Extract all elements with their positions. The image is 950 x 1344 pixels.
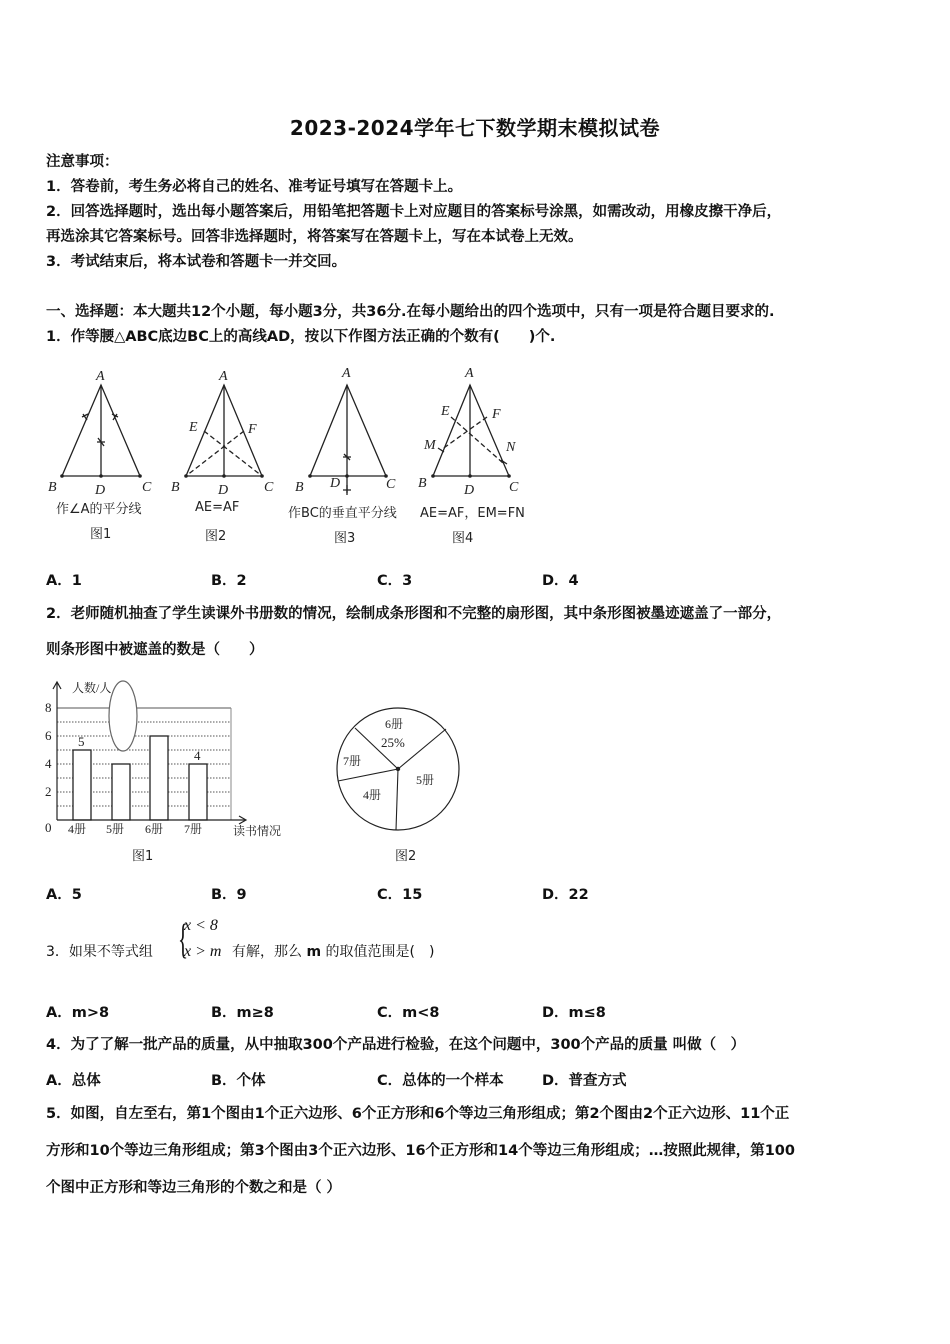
svg-text:4册: 4册 xyxy=(363,788,382,802)
q3-options xyxy=(46,1001,906,1021)
svg-text:E: E xyxy=(441,404,450,419)
option-c[interactable]: C．总体的一个样本 xyxy=(377,1073,504,1089)
q4-options xyxy=(46,1069,906,1089)
svg-text:5册: 5册 xyxy=(416,773,435,787)
option-a[interactable]: A．1 xyxy=(46,573,82,589)
pie-chart xyxy=(330,705,470,835)
note-item: 再选涂其它答案标号。回答非选择题时，将答案写在答题卡上，写在本试卷上无效。 xyxy=(46,229,583,245)
page-title: 2023-2024学年七下数学期末模拟试卷 xyxy=(289,116,661,140)
q5-stem-2: 方形和10个等边三角形组成；第3个图由3个正六边形、16个正方形和14个等边三角形组成；…按照此规律，第100 xyxy=(46,1143,795,1159)
q1-options xyxy=(46,569,906,589)
svg-text:B: B xyxy=(418,476,427,491)
q2-stem-1: 2．老师随机抽查了学生读课外书册数的情况，绘制成条形图和不完整的扇形图，其中条形图被墨迹遮盖了一部分， xyxy=(46,606,782,622)
svg-text:B: B xyxy=(295,480,304,495)
option-d[interactable]: D．22 xyxy=(542,887,589,903)
svg-text:A: A xyxy=(465,366,474,381)
pie-caption: 图2 xyxy=(395,849,417,864)
q5-stem-1: 5．如图，自左至右，第1个图由1个正六边形、6个正方形和6个等边三角形组成；第2个图由2个正六边形、11个正 xyxy=(46,1106,790,1122)
option-d[interactable]: D．m≤8 xyxy=(542,1005,606,1021)
q1-stem: 1．作等腰△ABC底边BC上的高线AD，按以下作图方法正确的个数有( )个. xyxy=(46,329,556,345)
option-b[interactable]: B．m≥8 xyxy=(211,1005,274,1021)
svg-text:N: N xyxy=(506,440,516,455)
svg-text:F: F xyxy=(248,422,257,437)
option-c[interactable]: C．15 xyxy=(377,887,423,903)
inequality-1: x < 8 xyxy=(184,917,218,934)
svg-text:B: B xyxy=(171,480,180,495)
svg-text:C: C xyxy=(509,480,519,495)
svg-text:8: 8 xyxy=(45,700,52,715)
svg-text:6册: 6册 xyxy=(145,822,164,836)
svg-text:5册: 5册 xyxy=(106,822,125,836)
note-item: 3．考试结束后，将本试卷和答题卡一并交回。 xyxy=(46,254,347,270)
svg-text:D: D xyxy=(218,483,229,498)
notes-heading: 注意事项： xyxy=(46,154,119,170)
svg-text:C: C xyxy=(264,480,274,495)
svg-text:25%: 25% xyxy=(381,735,405,750)
q2-options xyxy=(46,883,906,903)
svg-text:C: C xyxy=(386,477,396,492)
q2-stem-2: 则条形图中被遮盖的数是（ ） xyxy=(46,642,264,658)
svg-text:B: B xyxy=(48,480,57,495)
option-b[interactable]: B．2 xyxy=(211,573,247,589)
fig4-label: 图4 xyxy=(452,531,474,546)
svg-text:4: 4 xyxy=(194,748,201,763)
note-item: 1．答卷前，考生务必将自己的姓名、准考证号填写在答题卡上。 xyxy=(46,179,463,195)
option-d[interactable]: D．普查方式 xyxy=(542,1073,627,1089)
svg-text:人数/人: 人数/人 xyxy=(72,681,112,695)
svg-text:D: D xyxy=(464,483,475,498)
svg-text:A: A xyxy=(219,369,228,384)
svg-text:D: D xyxy=(95,483,106,498)
svg-text:D: D xyxy=(330,476,341,491)
svg-text:E: E xyxy=(189,420,198,435)
q4-stem: 4．为了了解一批产品的质量，从中抽取300个产品进行检验，在这个问题中，300个产品的质量 叫做（ ） xyxy=(46,1037,746,1053)
svg-text:A: A xyxy=(342,366,351,381)
svg-text:5: 5 xyxy=(78,734,85,749)
svg-text:F: F xyxy=(492,407,501,422)
option-a[interactable]: A．总体 xyxy=(46,1073,101,1089)
section-heading: 一、选择题：本大题共12个小题，每小题3分，共36分.在每小题给出的四个选项中，只有一项是符合题目要求的. xyxy=(46,304,775,320)
fig3-desc: 作BC的垂直平分线 xyxy=(288,506,397,521)
option-d[interactable]: D．4 xyxy=(542,573,579,589)
svg-text:读书情况: 读书情况 xyxy=(233,824,282,838)
svg-text:C: C xyxy=(142,480,152,495)
inequality-2: x > m xyxy=(184,943,222,960)
option-c[interactable]: C．m<8 xyxy=(377,1005,440,1021)
svg-text:A: A xyxy=(96,369,105,384)
note-item: 2．回答选择题时，选出每小题答案后，用铅笔把答题卡上对应题目的答案标号涂黑，如需改动，用橡皮擦干净后， xyxy=(46,204,782,220)
fig2-label: 图2 xyxy=(205,529,227,544)
bar-caption: 图1 xyxy=(132,849,154,864)
option-b[interactable]: B．个体 xyxy=(211,1073,266,1089)
svg-text:7册: 7册 xyxy=(343,754,362,768)
fig1-label: 图1 xyxy=(90,527,112,542)
fig3-label: 图3 xyxy=(334,531,356,546)
q1-figures xyxy=(40,360,550,550)
fig1-desc: 作∠A的平分线 xyxy=(56,502,142,517)
bar-chart xyxy=(40,672,310,867)
option-b[interactable]: B．9 xyxy=(211,887,247,903)
svg-text:0: 0 xyxy=(45,820,52,835)
option-a[interactable]: A．5 xyxy=(46,887,82,903)
svg-text:4: 4 xyxy=(45,756,52,771)
fig4-desc: AE=AF，EM=FN xyxy=(420,506,525,521)
svg-text:6册: 6册 xyxy=(385,717,404,731)
q5-stem-3: 个图中正方形和等边三角形的个数之和是（ ） xyxy=(46,1180,342,1196)
option-c[interactable]: C．3 xyxy=(377,573,413,589)
svg-text:2: 2 xyxy=(45,784,52,799)
option-a[interactable]: A．m>8 xyxy=(46,1005,110,1021)
fig2-desc: AE=AF xyxy=(195,500,240,515)
svg-text:4册: 4册 xyxy=(68,822,87,836)
svg-text:7册: 7册 xyxy=(184,822,203,836)
svg-text:M: M xyxy=(424,438,436,453)
svg-text:6: 6 xyxy=(45,728,52,743)
